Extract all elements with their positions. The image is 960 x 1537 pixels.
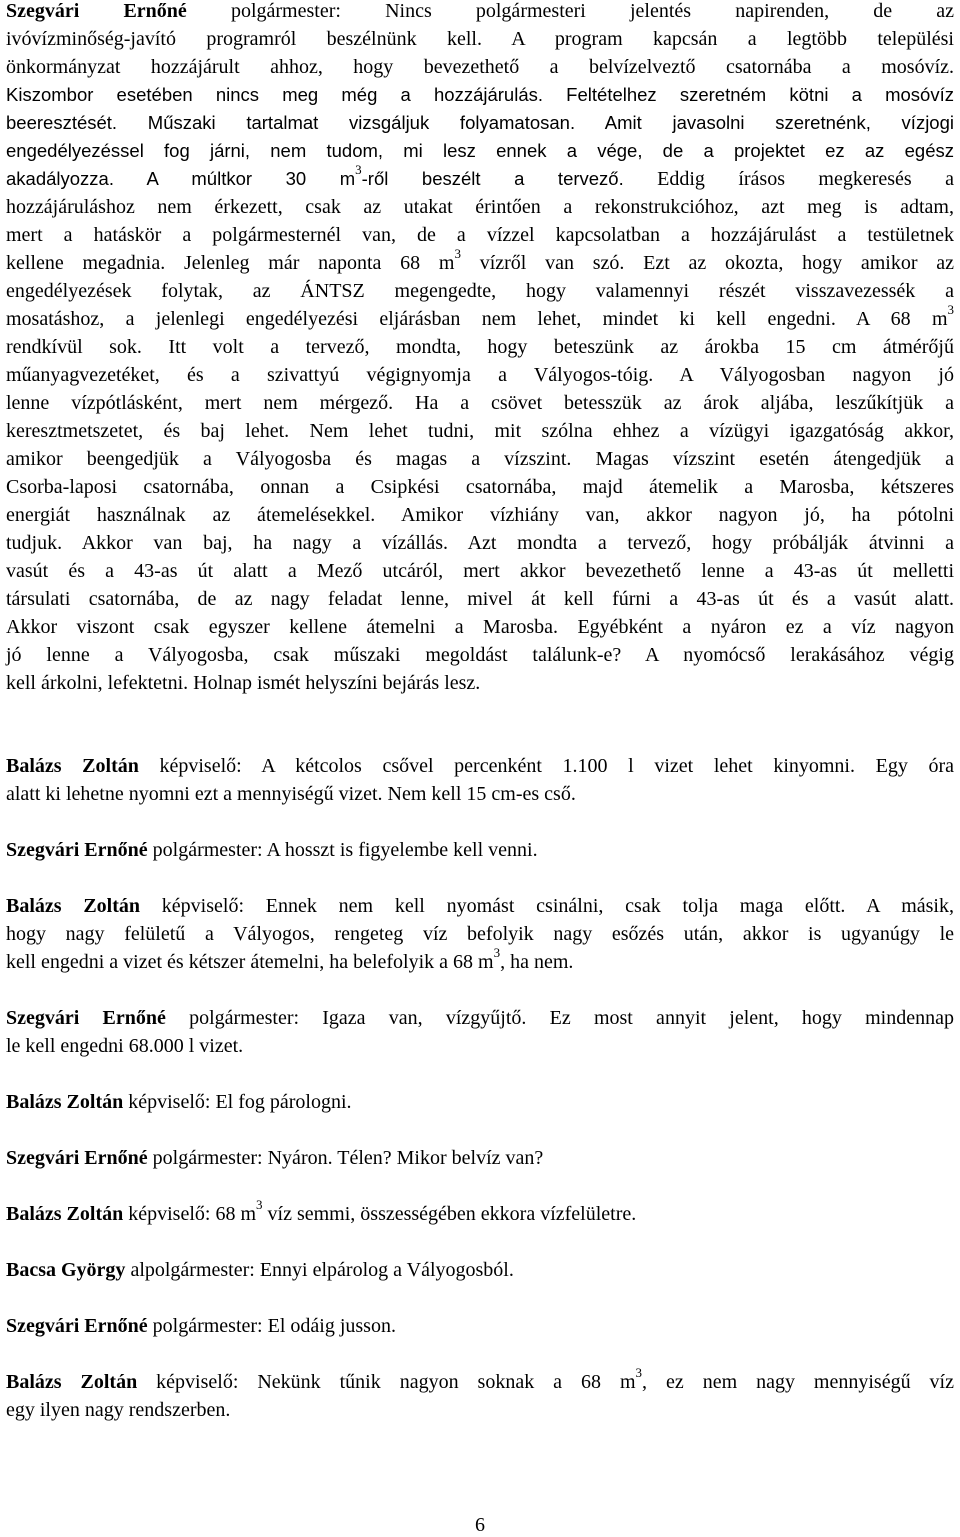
superscript: 3	[355, 162, 362, 178]
text-line	[6, 221, 954, 249]
text-run: jó lenne a Vályogosba, csak műszaki megoldást találunk-e? A nyomócső lerakásához végig	[6, 644, 954, 666]
text-run: Eddig írásos megkeresés a	[623, 168, 954, 190]
speaker-name: Szegvári Ernőné	[6, 839, 148, 861]
speaker-name: Bacsa György	[6, 1259, 126, 1281]
paragraph	[6, 1197, 954, 1228]
paragraph	[6, 0, 954, 697]
text-run: lenne vízpótlásként, mert nem mérgező. Ha a csövet betesszük az árok aljába, leszűkítjük a	[6, 392, 954, 414]
text-run: akadályozza. A múltkor 30 m	[6, 168, 356, 189]
text-line	[6, 1004, 954, 1032]
text-line	[6, 752, 954, 780]
text-run: kell engedni a vizet és kétszer átemelni, ha belefolyik a 68 m	[6, 951, 494, 973]
speaker-name: Balázs Zoltán	[6, 755, 139, 777]
text-line	[6, 109, 954, 137]
superscript: 3	[454, 246, 461, 262]
text-line	[6, 1088, 954, 1116]
text-line	[6, 501, 954, 529]
text-run: beeresztését. Műszaki tartalmat vizsgáljuk folyamatosan. Amit javasolni szeretnénk, vízjogi	[6, 112, 954, 133]
text-line	[6, 529, 954, 557]
speaker-name: Balázs Zoltán	[6, 1203, 124, 1225]
text-run: vízről van szó. Ezt az okozta, hogy amikor az	[460, 252, 954, 274]
paragraph	[6, 836, 954, 864]
text-line	[6, 1365, 954, 1396]
text-line	[6, 669, 954, 697]
text-run: önkormányzat hozzájárult ahhoz, hogy bevezethető a belvízelveztő csatornába a mosóvíz.	[6, 56, 954, 78]
text-line	[6, 945, 954, 976]
text-line	[6, 246, 954, 277]
text-line	[6, 53, 954, 81]
text-run: alatt ki lehetne nyomni ezt a mennyiségű vizet. Nem kell 15 cm-es cső.	[6, 783, 576, 805]
speaker-name: Balázs Zoltán	[6, 1091, 124, 1113]
paragraph	[6, 1144, 954, 1172]
page-number: 6	[475, 1514, 485, 1536]
text-line	[6, 836, 954, 864]
text-run: vasút és a 43-as út alatt a Mező utcáról, mert akkor bevezethető lenne a 43-as út melletti	[6, 560, 954, 582]
text-run: alpolgármester: Ennyi elpárolog a Vályogosból.	[125, 1259, 514, 1281]
speaker-name: Szegvári Ernőné	[6, 0, 187, 22]
text-run: hogy nagy felületű a Vályogos, rengeteg víz befolyik nagy esőzés után, akkor is ugyanúgy le	[6, 923, 954, 945]
text-run: engedélyezéssel fog járni, nem tudom, mi lesz ennek a vége, de a projektet ez az egész	[6, 140, 954, 161]
text-line	[6, 780, 954, 808]
text-line	[6, 277, 954, 305]
text-run: víz semmi, összességében ekkora vízfelületre.	[262, 1203, 637, 1225]
text-run: ivóvízminőség-javító programról beszélnünk kell. A program kapcsán a legtöbb települési	[6, 28, 954, 50]
superscript: 3	[493, 945, 501, 961]
text-run: képviselő: Ennek nem kell nyomást csinálni, csak tolja maga előtt. A másik,	[140, 895, 954, 917]
text-line	[6, 1144, 954, 1172]
text-run: társulati csatornába, de az nagy feladat lenne, mivel át kell fúrni a 43-as út és a vasút alatt.	[6, 588, 954, 610]
text-run: kellene megadnia. Jelenleg már naponta 68 m	[6, 252, 455, 274]
text-run: polgármester: El odáig jusson.	[147, 1315, 396, 1337]
text-line	[6, 162, 954, 193]
text-run: műanyagvezetéket, és a szivattyú végignyomja a Vályogos-tóig. A Vályogosban nagyon jó	[6, 364, 954, 386]
paragraph	[6, 1365, 954, 1424]
text-run: -ről beszélt a tervező.	[361, 168, 624, 189]
text-line	[6, 302, 954, 333]
paragraph	[6, 892, 954, 976]
speaker-name: Szegvári Ernőné	[6, 1007, 166, 1029]
superscript: 3	[256, 1197, 263, 1213]
text-run: képviselő: A kétcolos csővel percenként 1.100 l vizet lehet kinyomni. Egy óra	[138, 755, 954, 777]
text-line	[6, 920, 954, 948]
text-line	[6, 613, 954, 641]
text-line	[6, 1032, 954, 1060]
text-run: tudjuk. Akkor van baj, ha nagy a vízállás. Azt mondta a tervező, hogy próbálják átvinni a	[6, 532, 954, 554]
text-line	[6, 0, 954, 25]
text-run: egy ilyen nagy rendszerben.	[6, 1399, 231, 1421]
text-line	[6, 81, 954, 109]
text-run: le kell engedni 68.000 l vizet.	[6, 1035, 244, 1057]
speaker-name: Szegvári Ernőné	[6, 1147, 148, 1169]
text-line	[6, 25, 954, 53]
text-run: keresztmetszetet, és baj lehet. Nem lehet tudni, mit szólna ehhez a vízügyi igazgatóság akkor,	[6, 420, 954, 442]
text-line	[6, 445, 954, 473]
text-run: Csorba-laposi csatornába, onnan a Csipkési csatornába, majd átemelik a Marosba, kétszeres	[6, 476, 954, 498]
paragraph	[6, 1088, 954, 1116]
text-run: polgármester: Nyáron. Télen? Mikor belvíz van?	[147, 1147, 544, 1169]
text-run: rendkívül sok. Itt volt a tervező, mondta, hogy beteszünk az árokba 15 cm átmérőjű	[6, 336, 954, 358]
speaker-name: Balázs Zoltán	[6, 895, 141, 917]
text-run: kell árkolni, lefektetni. Holnap ismét helyszíni bejárás lesz.	[6, 672, 481, 694]
speaker-name: Balázs Zoltán	[6, 1371, 138, 1393]
superscript: 3	[635, 1365, 643, 1381]
text-run: képviselő: El fog párologni.	[123, 1091, 352, 1113]
text-line	[6, 137, 954, 165]
text-line	[6, 585, 954, 613]
text-run: képviselő: 68 m	[123, 1203, 257, 1225]
text-run: , ez nem nagy mennyiségű víz	[642, 1371, 954, 1393]
text-line	[6, 1312, 954, 1340]
text-run: polgármester: A hosszt is figyelembe kell venni.	[147, 839, 538, 861]
speaker-name: Szegvári Ernőné	[6, 1315, 148, 1337]
text-line	[6, 473, 954, 501]
text-run: polgármester: Nincs polgármesteri jelentés napirenden, de az	[186, 0, 954, 22]
text-run: Kiszombor esetében nincs meg még a hozzájárulás. Feltételhez szeretném kötni a mosóvíz	[6, 84, 954, 105]
text-run: Akkor viszont csak egyszer kellene átemelni a Marosba. Egyébként a nyáron ez a víz nagyon	[6, 616, 954, 638]
text-run: energiát használnak az átemelésekkel. Amikor vízhiány van, akkor nagyon jó, ha pótolni	[6, 504, 954, 526]
text-line	[6, 1396, 954, 1424]
text-line	[6, 193, 954, 221]
text-line	[6, 389, 954, 417]
text-run: hozzájáruláshoz nem érkezett, csak az utakat érintően a rekonstrukcióhoz, azt meg is adtam,	[6, 196, 954, 218]
superscript: 3	[947, 302, 954, 318]
text-line	[6, 1256, 954, 1284]
text-run: amikor beengedjük a Vályogosba és magas a vízszint. Magas vízszint esetén átengedjük a	[6, 448, 954, 470]
text-run: , ha nem.	[500, 951, 574, 973]
text-line	[6, 361, 954, 389]
text-line	[6, 641, 954, 669]
paragraph	[6, 752, 954, 808]
text-line	[6, 1197, 954, 1228]
text-line	[6, 417, 954, 445]
text-run: polgármester: Igaza van, vízgyűjtő. Ez most annyit jelent, hogy mindennap	[165, 1007, 954, 1029]
paragraph	[6, 1256, 954, 1284]
text-run: engedélyezések folytak, az ÁNTSZ megengedte, hogy valamennyi részét visszavezessék a	[6, 280, 954, 302]
text-line	[6, 892, 954, 920]
text-line	[6, 557, 954, 585]
text-line	[6, 333, 954, 361]
paragraph	[6, 1004, 954, 1060]
paragraph	[6, 1312, 954, 1340]
text-run: mosatáshoz, a jelenlegi engedélyezési eljárásban nem lehet, mindet ki kell engedni. A 68 m	[6, 308, 948, 330]
text-run: mert a hatáskör a polgármesternél van, de a vízzel kapcsolatban a hozzájárulást a testületnek	[6, 224, 954, 246]
text-run: képviselő: Nekünk tűnik nagyon soknak a 68 m	[137, 1371, 636, 1393]
